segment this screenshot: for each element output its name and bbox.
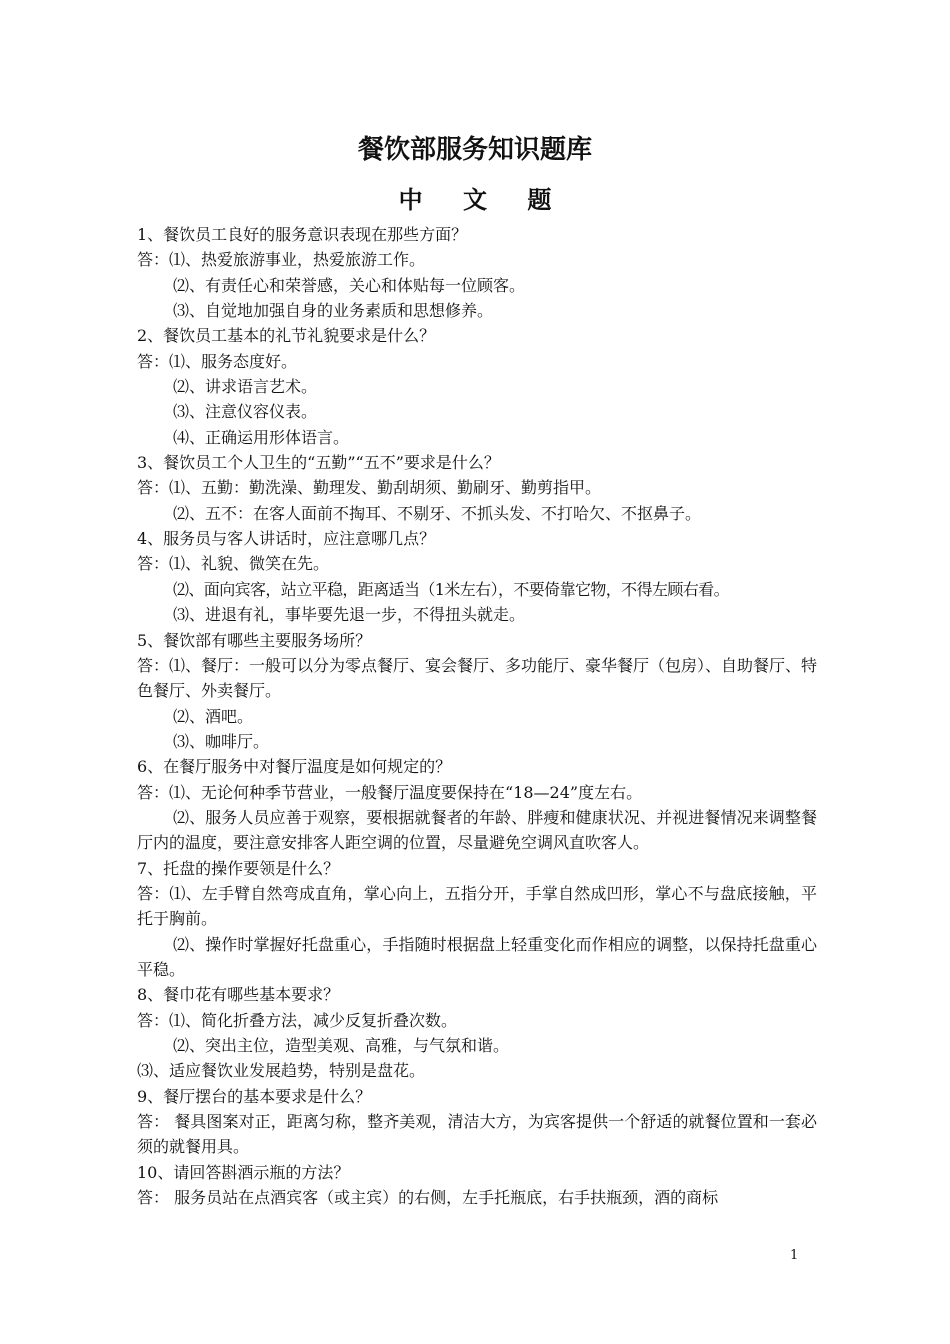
- page-number: 1: [790, 1248, 799, 1263]
- answer-4-item-2: ⑵、面向宾客，站立平稳，距离适当（1米左右），不要倚靠它物，不得左顾右看。: [173, 579, 729, 599]
- answer-8-item-3: ⑶、适应餐饮业发展趋势，特别是盘花。: [137, 1061, 426, 1081]
- question-9: 9、餐厅摆台的基本要求是什么？: [137, 1086, 372, 1106]
- answer-9: 答： 餐具图案对正，距离匀称，整齐美观，清洁大方，为宾客提供一个舒适的就餐位置和一套必须的就餐用具。: [137, 1112, 817, 1157]
- question-3: 3、餐饮员工个人卫生的“五勤”“五不”要求是什么？: [137, 453, 500, 473]
- answer-1-item-2: ⑵、有责任心和荣誉感，关心和体贴每一位顾客。: [173, 275, 526, 295]
- question-7: 7、托盘的操作要领是什么？: [137, 858, 340, 878]
- question-8: 8、餐巾花有哪些基本要求？: [137, 985, 340, 1005]
- answer-3-item-2: ⑵、五不：在客人面前不掏耳、不剔牙、不抓头发、不打哈欠、不抠鼻子。: [173, 503, 702, 523]
- question-4: 4、服务员与客人讲话时，应注意哪几点？: [137, 529, 436, 549]
- answer-2-item-2: ⑵、讲求语言艺术。: [173, 377, 318, 397]
- question-list: [137, 222, 817, 1210]
- answer-4-item-1: 答：⑴、礼貌、微笑在先。: [137, 554, 330, 574]
- answer-7-item-2: ⑵、操作时掌握好托盘重心，手指随时根据盘上轻重变化而作相应的调整，以保持托盘重心平稳。: [137, 934, 817, 979]
- answer-2-item-4: ⑷、正确运用形体语言。: [173, 427, 350, 447]
- answer-1-item-1: 答：⑴、热爱旅游事业，热爱旅游工作。: [137, 250, 426, 270]
- answer-5-item-1: 答：⑴、餐厅：一般可以分为零点餐厅、宴会餐厅、多功能厅、豪华餐厅（包房）、自助餐厅、特色餐厅、外卖餐厅。: [137, 655, 818, 701]
- answer-4-item-3: ⑶、进退有礼，事毕要先退一步，不得扭头就走。: [173, 605, 526, 625]
- answer-2-item-1: 答：⑴、服务态度好。: [137, 351, 298, 371]
- question-2: 2、餐饮员工基本的礼节礼貌要求是什么？: [137, 326, 436, 346]
- question-1: 1、餐饮员工良好的服务意识表现在那些方面？: [137, 225, 468, 244]
- answer-6-item-1: 答：⑴、无论何种季节营业，一般餐厅温度要保持在“18—24”度左右。: [137, 782, 643, 802]
- answer-10: 答： 服务员站在点酒宾客（或主宾）的右侧，左手托瓶底，右手扶瓶颈，酒的商标: [137, 1188, 719, 1208]
- answer-5-item-2: ⑵、酒吧。: [173, 706, 254, 726]
- answer-2-item-3: ⑶、注意仪容仪表。: [173, 402, 318, 422]
- answer-3-item-1: 答：⑴、五勤：勤洗澡、勤理发、勤刮胡须、勤刷牙、勤剪指甲。: [137, 478, 602, 498]
- question-10: 10、请回答斟酒示瓶的方法？: [137, 1162, 350, 1182]
- section-heading: 中 文 题: [398, 186, 568, 214]
- answer-8-item-2: ⑵、突出主位，造型美观、高雅，与气氛和谐。: [173, 1036, 510, 1055]
- answer-5-item-3: ⑶、咖啡厅。: [173, 731, 270, 751]
- answer-7-item-1: 答：⑴、左手臂自然弯成直角，掌心向上，五指分开，手掌自然成凹形，掌心不与盘底接触，平托于胸前。: [137, 883, 817, 929]
- document-title: 餐饮部服务知识题库: [357, 135, 592, 165]
- answer-8-item-1: 答：⑴、简化折叠方法，减少反复折叠次数。: [137, 1010, 458, 1030]
- question-5: 5、餐饮部有哪些主要服务场所？: [137, 630, 372, 650]
- question-6: 6、在餐厅服务中对餐厅温度是如何规定的？: [137, 757, 452, 777]
- answer-1-item-3: ⑶、自觉地加强自身的业务素质和思想修养。: [173, 301, 494, 321]
- answer-6-item-2: ⑵、服务人员应善于观察，要根据就餐者的年龄、胖瘦和健康状况、并视进餐情况来调整餐厅内的温度，要注意安排客人距空调的位置，尽量避免空调风直吹客人。: [137, 807, 817, 853]
